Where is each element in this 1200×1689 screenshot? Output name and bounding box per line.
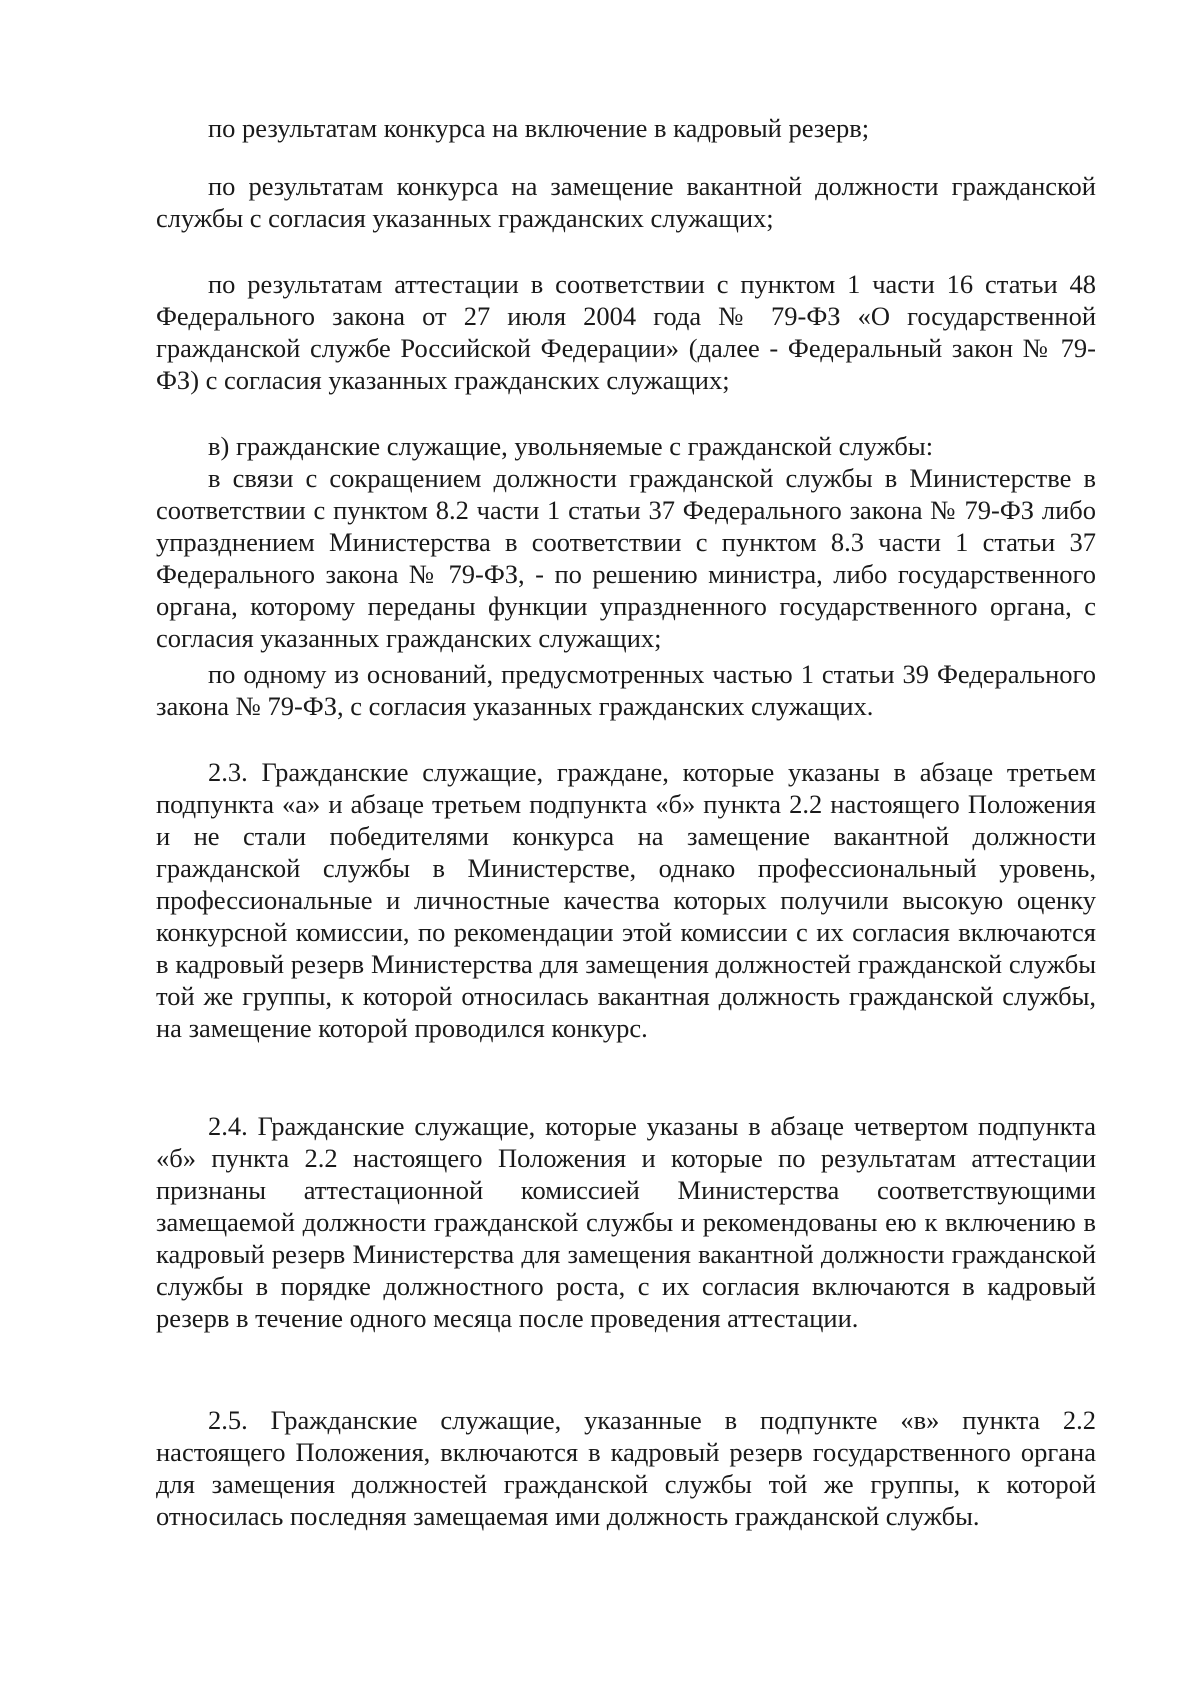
paragraph-article-39: по одному из оснований, предусмотренных частью 1 статьи 39 Федерального закона № 79-ФЗ, с согласия указанных гражданских служащих.	[156, 659, 1096, 721]
paragraph-2-5: 2.5. Гражданские служащие, указанные в подпункте «в» пункта 2.2 настоящего Положения, включаются в кадровый резерв государственного органа для замещения должностей гражданской службы той же группы, к которой относилась последняя замещаемая ими должность гражданской службы.	[156, 1405, 1096, 1531]
paragraph-attestation: по результатам аттестации в соответствии с пунктом 1 части 16 статьи 48 Федерального закона от 27 июля 2004 года № 79-ФЗ «О государственной гражданской службе Российской Федерации» (далее - Федеральный закон № 79-ФЗ) с согласия указанных гражданских служащих;	[156, 269, 1096, 395]
paragraph-2-4: 2.4. Гражданские служащие, которые указаны в абзаце четвертом подпункта «б» пункта 2.2 настоящего Положения и которые по результатам аттестации признаны аттестационной комиссией Министерства соответствующими замещаемой должности гражданской службы и рекомендованы ею к включению в кадровый резерв Министерства для замещения вакантной должности гражданской службы в порядке должностного роста, с их согласия включаются в кадровый резерв в течение одного месяца после проведения аттестации.	[156, 1111, 1096, 1333]
paragraph-subitem-v: в) гражданские служащие, увольняемые с гражданской службы:	[208, 431, 934, 461]
paragraph-2-3: 2.3. Гражданские служащие, граждане, которые указаны в абзаце третьем подпункта «а» и абзаце третьем подпункта «б» пункта 2.2 настоящего Положения и не стали победителями конкурса на замещение вакантной должности гражданской службы в Министерстве, однако профессиональный уровень, профессиональные и личностные качества которых получили высокую оценку конкурсной комиссии, по рекомендации этой комиссии с их согласия включаются в кадровый резерв Министерства для замещения должностей гражданской службы той же группы, к которой относилась вакантная должность гражданской службы, на замещение которой проводился конкурс.	[156, 757, 1096, 1043]
paragraph-vacancy-competition: по результатам конкурса на замещение вакантной должности гражданской службы с согласия указанных гражданских служащих;	[156, 171, 1096, 233]
paragraph-reduction: в связи с сокращением должности гражданской службы в Министерстве в соответствии с пунктом 8.2 части 1 статьи 37 Федерального закона № 79-ФЗ либо упразднением Министерства в соответствии с пунктом 8.3 части 1 статьи 37 Федерального закона № 79-ФЗ, - по решению министра, либо государственного органа, которому переданы функции упраздненного государственного органа, с согласия указанных гражданских служащих;	[156, 463, 1096, 653]
paragraph-reserve-competition: по результатам конкурса на включение в кадровый резерв;	[208, 113, 870, 143]
